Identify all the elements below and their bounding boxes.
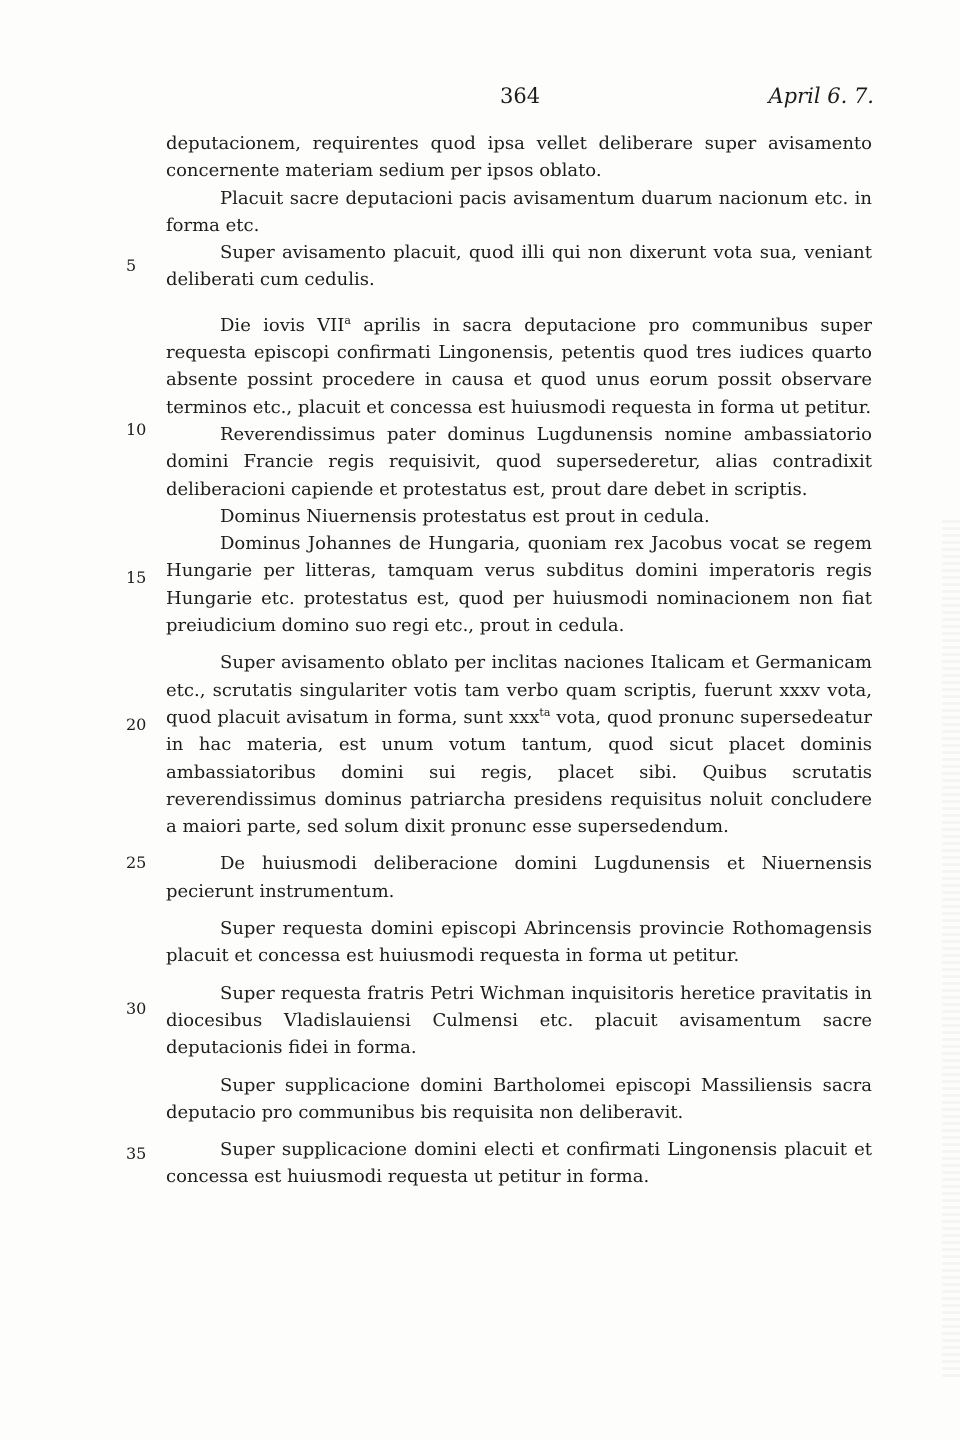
paragraph-text: Super supplicacione domini Bartholomei episcopi Massiliensis sacra deputacio pro communibus bis requisita non deliberavit.: [166, 1074, 872, 1123]
paragraph-text: Dominus Niuernensis protestatus est prout in cedula.: [220, 505, 710, 527]
paragraph: [166, 185, 872, 240]
line-number: 30: [126, 999, 147, 1018]
paragraph-text: Super requesta fratris Petri Wichman inquisitoris heretice pravitatis in diocesibus Vladislauiensi Culmensi etc. placuit avisamentum sacre deputacionis fidei in forma.: [166, 982, 872, 1059]
body-text: [166, 130, 872, 1191]
paragraph: [166, 1136, 872, 1191]
paragraph: [166, 915, 872, 970]
superscript: a: [344, 313, 351, 327]
paragraph-text: Reverendissimus pater dominus Lugdunensis nomine ambassiatorio domini Francie regis requisivit, quod supersederetur, alias contradixit deliberacioni capiende et protestatus est, prout dare debet in scriptis.: [166, 423, 872, 500]
paragraph: [166, 980, 872, 1062]
paragraph-text: Super requesta domini episcopi Abrincensis provincie Rothomagensis placuit et concessa est huiusmodi requesta in forma ut petitur.: [166, 918, 872, 967]
line-number: 15: [126, 568, 147, 587]
paragraph-text-continued: aprilis in sacra deputacione pro communibus super requesta episcopi confirmati Lingonensis, petentis quod tres iudices quarto absente possint procedere in causa et quod unus eorum possit observare terminos etc., placuit et concessa est huiusmodi requesta in forma ut petitur.: [166, 314, 872, 418]
paragraph-text: Placuit sacre deputacioni pacis avisamentum duarum nacionum etc. in forma etc.: [166, 187, 872, 236]
paragraph-text: Dominus Johannes de Hungaria, quoniam rex Jacobus vocat se regem Hungarie per litteras, tamquam verus subditus domini imperatoris regis Hungarie etc. protestatus est, quod per huiusmodi nominacionem non fiat preiudicium domino suo regi etc., prout in cedula.: [166, 533, 872, 637]
paragraph: [166, 850, 872, 905]
paragraph: [166, 649, 872, 840]
paragraph: [166, 421, 872, 503]
paragraph-text: Die iovis VII: [220, 314, 345, 336]
paragraph: [166, 530, 872, 639]
line-number: 5: [126, 256, 137, 275]
line-number: 20: [126, 715, 147, 734]
paragraph: [166, 312, 872, 421]
line-number: 35: [126, 1144, 147, 1163]
superscript: ta: [539, 705, 551, 719]
line-number-margin: [0, 0, 160, 1440]
paragraph-text-continued: vota, quod pronunc supersedeatur in hac materia, est unum votum tantum, quod sicut placet dominis ambassiatoribus domini sui regis, placet sibi. Quibus scrutatis reverendissimus dominus patriarcha presidens requisitus noluit concludere a maiori parte, sed solum dixit pronunc esse supersedendum.: [166, 706, 873, 838]
page-number: 364: [500, 84, 541, 108]
paragraph-text: Super supplicacione domini electi et confirmati Lingonensis placuit et concessa est huiusmodi requesta ut petitur in forma.: [166, 1139, 872, 1188]
line-number: 10: [126, 420, 147, 439]
paragraph: [166, 130, 872, 185]
paragraph-text: deputacionem, requirentes quod ipsa vellet deliberare super avisamento concernente materiam sedium per ipsos oblato.: [166, 133, 872, 182]
paragraph-text: De huiusmodi deliberacione domini Lugdunensis et Niuernensis pecierunt instrumentum.: [166, 853, 872, 902]
page-edge-shadow: [942, 520, 960, 1380]
paragraph: [166, 1072, 872, 1127]
paragraph-text: Super avisamento placuit, quod illi qui non dixerunt vota sua, veniant deliberati cum cedulis.: [166, 242, 872, 291]
running-head: April 6. 7.: [768, 84, 874, 108]
paragraph: [166, 239, 872, 294]
paragraph: [166, 503, 872, 530]
paragraph-text: Super avisamento oblato per inclitas naciones Italicam et Germanicam etc., scrutatis singulariter votis tam verbo quam scriptis, fuerunt xxxv vota, quod placuit avisatum in forma, sunt xxx: [166, 652, 872, 728]
line-number: 25: [126, 853, 147, 872]
